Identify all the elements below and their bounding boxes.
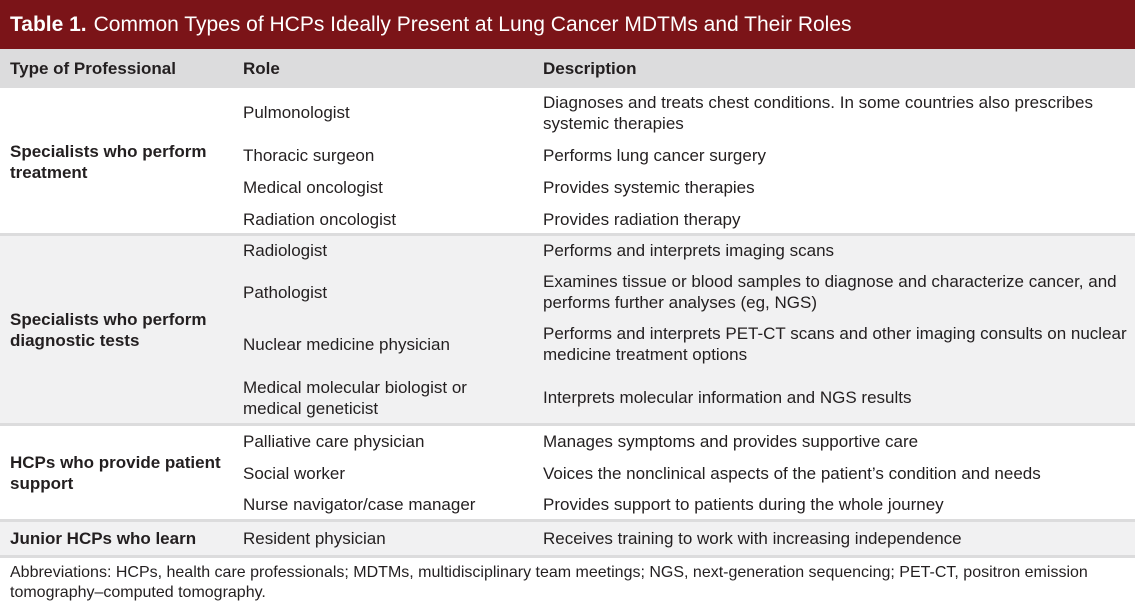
group-support bbox=[0, 426, 1135, 519]
table-number: Table 1. bbox=[10, 12, 87, 36]
description-cell: Interprets molecular information and NGS results bbox=[543, 388, 912, 407]
role-cell: Palliative care physician bbox=[243, 432, 425, 451]
group-type-label: Junior HCPs who learn bbox=[10, 529, 197, 548]
role-cell: Social worker bbox=[243, 464, 346, 483]
table-title bbox=[0, 0, 1135, 49]
role-cell: Radiation oncologist bbox=[243, 210, 397, 229]
table-header bbox=[0, 49, 1135, 88]
group-treatment bbox=[0, 88, 1135, 233]
role-cell: Thoracic surgeon bbox=[243, 146, 375, 165]
role-cell: Pulmonologist bbox=[243, 103, 350, 122]
role-cell: Nuclear medicine physician bbox=[243, 335, 450, 354]
description-cell: Manages symptoms and provides supportive care bbox=[543, 432, 919, 451]
description-cell: Performs and interprets imaging scans bbox=[543, 241, 835, 260]
group-junior bbox=[0, 522, 1135, 555]
role-cell: Nurse navigator/case manager bbox=[243, 495, 476, 514]
header-role: Role bbox=[243, 59, 280, 78]
role-cell: Medical molecular biologist or medical geneticist bbox=[243, 378, 467, 418]
description-cell: Provides radiation therapy bbox=[543, 210, 741, 229]
header-type: Type of Professional bbox=[10, 59, 176, 78]
header-description: Description bbox=[543, 59, 637, 78]
description-cell: Performs and interprets PET-CT scans and other imaging consults on nuclear medicine treatment options bbox=[543, 324, 1127, 364]
role-cell: Radiologist bbox=[243, 241, 328, 260]
group-diagnostic bbox=[0, 236, 1135, 423]
description-cell: Receives training to work with increasing independence bbox=[543, 529, 962, 548]
description-cell: Provides support to patients during the whole journey bbox=[543, 495, 944, 514]
table-title-text: Common Types of HCPs Ideally Present at Lung Cancer MDTMs and Their Roles bbox=[93, 12, 852, 36]
group-type-label: HCPs who provide patient support bbox=[10, 453, 221, 493]
table-footnote: Abbreviations: HCPs, health care professionals; MDTMs, multidisciplinary team meetings; NGS, next-generation sequencing; PET-CT, positron emission tomography–computed tomography. bbox=[10, 564, 1088, 601]
group-type-label: Specialists who perform treatment bbox=[10, 142, 207, 182]
description-cell: Performs lung cancer surgery bbox=[543, 146, 766, 165]
role-cell: Pathologist bbox=[243, 283, 328, 302]
role-cell: Resident physician bbox=[243, 529, 386, 548]
role-cell: Medical oncologist bbox=[243, 178, 383, 197]
description-cell: Voices the nonclinical aspects of the patient’s condition and needs bbox=[543, 464, 1041, 483]
group-divider bbox=[0, 555, 1135, 558]
description-cell: Diagnoses and treats chest conditions. In some countries also prescribes systemic therapies bbox=[543, 93, 1093, 133]
description-cell: Examines tissue or blood samples to diagnose and characterize cancer, and performs further analyses (eg, NGS) bbox=[543, 272, 1117, 312]
description-cell: Provides systemic therapies bbox=[543, 178, 755, 197]
group-type-label: Specialists who perform diagnostic tests bbox=[10, 310, 207, 350]
